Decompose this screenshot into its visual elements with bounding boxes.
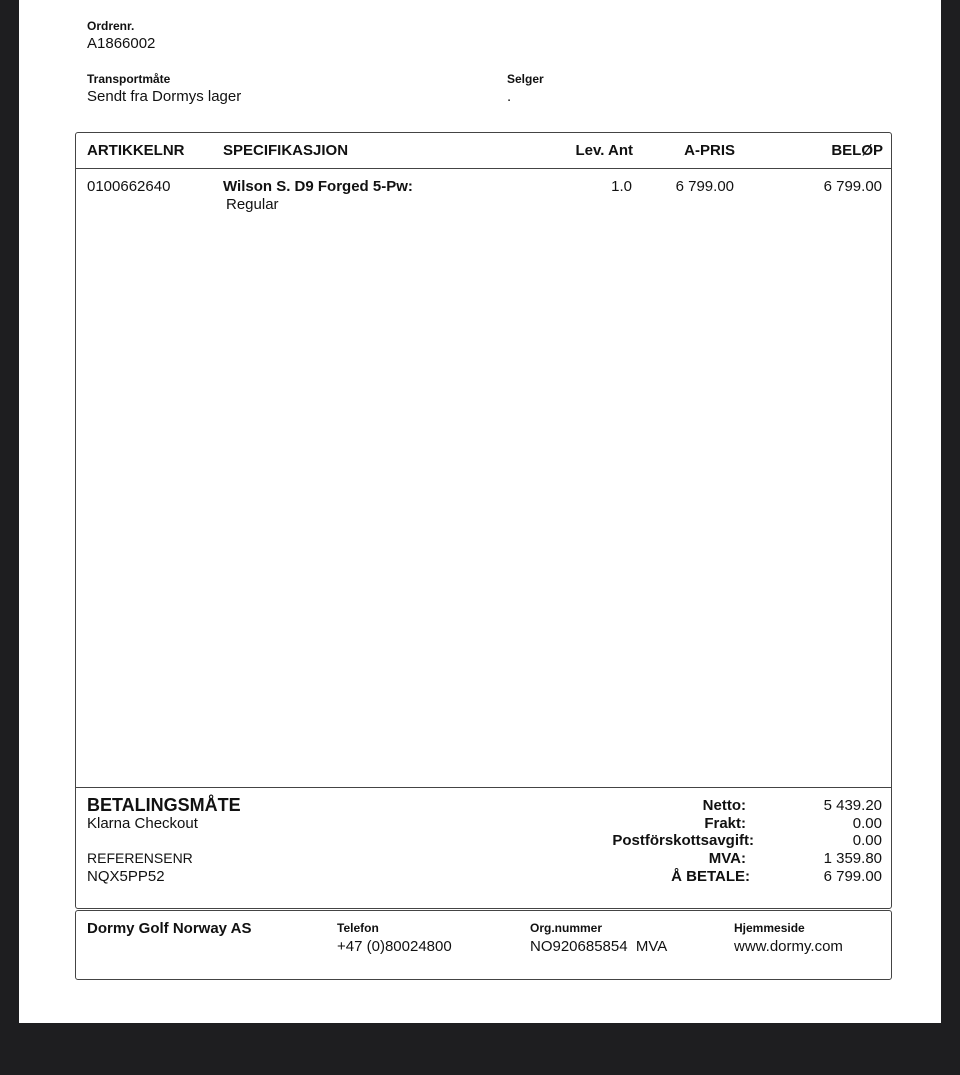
row-spec: Wilson S. D9 Forged 5-Pw: <box>223 178 413 195</box>
col-header-price: A-PRIS <box>684 142 735 159</box>
row-spec-sub: Regular <box>226 196 279 213</box>
company-footer <box>75 910 892 980</box>
mva-value: 1 359.80 <box>823 850 882 867</box>
website-link[interactable]: www.dormy.com <box>734 938 843 955</box>
order-number: A1866002 <box>87 35 156 52</box>
org-number-value: NO920685854 MVA <box>530 938 668 955</box>
totals-divider <box>76 787 891 788</box>
org-number-label: Org.nummer <box>530 921 603 935</box>
frakt-value: 0.00 <box>852 815 882 832</box>
netto-value: 5 439.20 <box>823 797 882 814</box>
col-header-article: ARTIKKELNR <box>87 142 185 159</box>
transport-value: Sendt fra Dormys lager <box>87 88 242 105</box>
order-number-label: Ordrenr. <box>87 19 135 33</box>
company-name: Dormy Golf Norway AS <box>87 920 252 937</box>
phone-label: Telefon <box>337 921 379 935</box>
total-value: 6 799.00 <box>823 868 882 885</box>
seller-value: . <box>507 88 512 105</box>
reference-value: NQX5PP52 <box>87 868 165 885</box>
row-qty: 1.0 <box>611 178 632 195</box>
postforskott-label: Postförskottsavgift: <box>612 832 754 849</box>
frakt-label: Frakt: <box>704 815 746 832</box>
payment-title: BETALINGSMÅTE <box>87 795 241 815</box>
header-divider <box>76 168 891 169</box>
website-label: Hjemmeside <box>734 921 805 935</box>
reference-label: REFERENSENR <box>87 850 193 866</box>
netto-label: Netto: <box>702 797 746 814</box>
items-table <box>75 132 892 909</box>
col-header-spec: SPECIFIKASJION <box>223 142 349 159</box>
total-label: Å BETALE: <box>671 868 750 885</box>
row-article: 0100662640 <box>87 178 171 195</box>
invoice-page <box>19 0 941 1023</box>
col-header-qty: Lev. Ant <box>575 142 633 159</box>
postforskott-value: 0.00 <box>852 832 882 849</box>
row-amount: 6 799.00 <box>823 178 882 195</box>
row-price: 6 799.00 <box>675 178 734 195</box>
col-header-amount: BELØP <box>831 142 883 159</box>
transport-label: Transportmåte <box>87 72 171 86</box>
mva-label: MVA: <box>708 850 746 867</box>
payment-method: Klarna Checkout <box>87 815 198 832</box>
phone-value: +47 (0)80024800 <box>337 938 452 955</box>
seller-label: Selger <box>507 72 544 86</box>
